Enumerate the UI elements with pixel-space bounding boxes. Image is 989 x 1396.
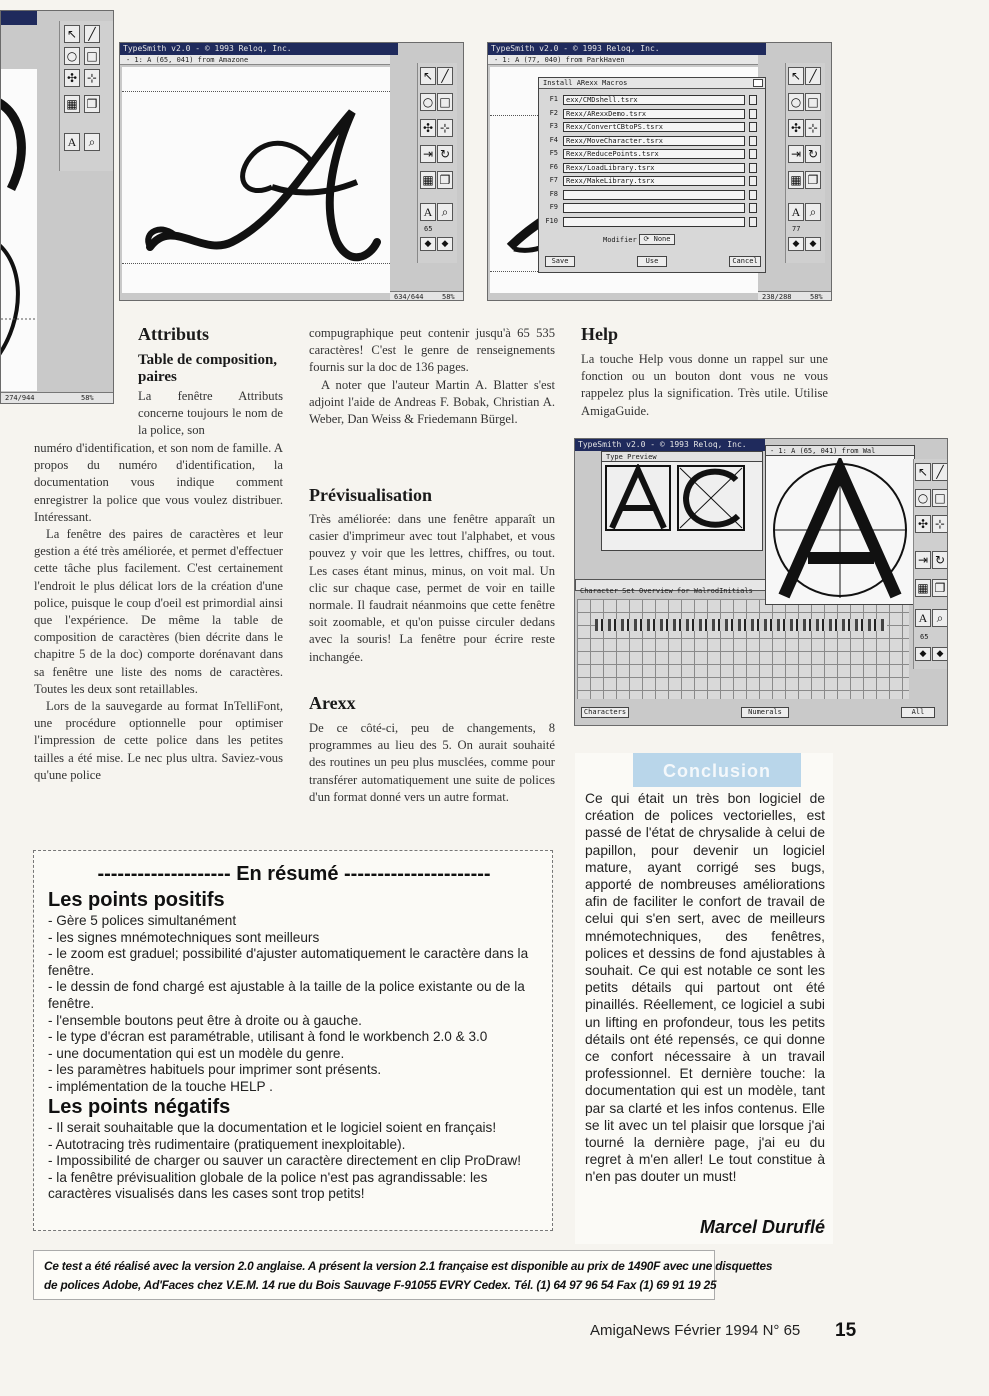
conclusion-title: Conclusion [633,753,801,787]
macro-row[interactable] [545,162,755,173]
positive-point: - les paramètres habituels pour imprimer sont présents. [48,1062,382,1078]
macro-row[interactable] [545,94,755,105]
type-preview-window [601,451,763,551]
left-status-position: 274/944 [5,394,35,402]
preview-letters-icon [604,464,764,550]
macro-row[interactable] [545,175,755,186]
left-status-zoom: 58% [81,394,94,402]
file-requester-icon[interactable] [749,136,757,146]
macro-row[interactable] [545,135,755,146]
col1-paragraph-2: La fenêtre des paires de caractères et leur gestion a été très améliorée, et permet d'effectuer cette tâche plus facilement. C'est certainement l'endroit le plus délicat lors de la création d'une police, puisque le coup d'oeil est primordial ainsi que l'expérience. De même la table de composition de caractères (bien décrite dans le chapitre 5 de la doc) comporte dorénavant dans sa fenêtre une liste des noms de caractères. Toutes les deux sont retaillables. [34,527,283,696]
zoom-tool-button[interactable]: ⌕ [805,203,821,221]
col1-body: numéro d'identification, et son nom de famille. A propos du numéro d'identification, la documentation vous indique comment enregistrer la police que vous voulez distribuer. Intéressant. La fenêtre des paires de caractères et leur gestion a été très améliorée, et permet d'effectuer cette tâche plus facilement. C'est certainement l'endroit le plus délicat lors de la création d'une police, puisque le coup d'oeil est primordial ainsi que l'expérience. De même la table de composition de caractères (bien décrite dans le chapitre 5 de la doc) comporte dorénavant dans sa fenêtre une liste des noms de caractères. Toutes les deux sont retaillables. Lors de la sauvegarde au format InTelliFont, une procédure optionnelle pour optimiser l'impression de cette police dans les petites tailles a été mise. Le nec plus ultra. Saviez-vous qu'une police [34,440,283,784]
macro-key-label: F10 [545,216,558,225]
col2-paragraph-4: De ce côté-ci, peu de changements, 8 programmes au lieu des 5. On aurait souhaité des routines un peu plus musclées, comme pour transférer automatiquement une suite de polices d'un format donné vers un autre format. [309,721,555,804]
type-preview-title: Type Preview [602,452,762,462]
rect-tool-button[interactable]: □ [805,93,821,111]
negatives-list [48,1120,546,1203]
file-requester-icon[interactable] [749,122,757,132]
arrow-tool-button[interactable]: ↖ [788,67,804,85]
grid-tool-button[interactable]: ▦ [64,95,80,113]
col2-previs-text [309,511,555,666]
positive-point: - le zoom est graduel; possibilité d'ajuster automatiquement le caractère dans la fenêtre. [48,946,529,978]
negatives-title: Les points négatifs [48,1096,231,1118]
rect-tool-button[interactable]: □ [932,489,948,507]
screenshot-arexx-macros [487,42,832,301]
footer-magazine: AmigaNews Février 1994 N° 65 [590,1322,801,1339]
col2-arexx-text [309,720,555,806]
macro-key-label: F3 [549,122,558,130]
left-toolbox [59,21,114,171]
right-status-position: 238/288 [762,293,792,301]
scale-tool-button[interactable]: ⊹ [805,119,821,137]
grid-tool-button[interactable]: ▦ [788,171,804,189]
macro-key-label: F2 [549,108,558,117]
macro-key-label: F8 [549,189,558,198]
file-requester-icon[interactable] [749,149,757,159]
positive-point: - Gère 5 polices simultanément [48,913,237,928]
conclusion-text: Ce qui était un très bon logiciel de création de polices vectorielles, est passé de l'état de chrysalide à celui de papillon, pour devenir un logiciel mature, ayant corrigé ses bugs, apporté de nombreuses améliorations afin de faciliter le confort de travail de celui qui s'en sert, avec de meilleurs mnémotechniques, des fenêtres, polices et dessins de fond ajustables à souhait. Ce qui est notable ce sont les petits détails qui partout ont été pinaillés. Réellement, ce logiciel a subi un lifting en profondeur, tous les petits détails ont été repensés, ce qui donne ce confort nécessaire à un travail professionnel. Et dernière touche: la documentation qui est un modèle, tant par sa clarté et les infos contenus. Elle se lit avec un tel plaisir que lorsque j'ai tourné la dernière page, j'ai eu du regret à m'en aller! Le tout constitue à n'en pas douter un must! [585,791,825,1185]
glyph-partial-icon [1,69,37,391]
large-a-glyph-icon [766,458,914,604]
right-toolbox [785,63,825,263]
char-code: 65 [920,633,929,641]
positive-point: - le dessin de fond chargé est ajustable à la taille de la police existante ou de la fenêtre. [48,979,525,1011]
char-code: 77 [792,225,801,233]
scale-tool-button[interactable]: ⊹ [84,69,100,87]
left-titlebar [1,11,37,25]
cancel-button[interactable]: Cancel [729,256,761,267]
negative-point: - Impossibilité de charger ou sauver un caractère directement en clip ProDraw! [48,1153,521,1169]
grid-tool-button[interactable]: ▦ [915,579,931,597]
macro-path-field[interactable] [563,190,745,200]
zoom-tool-button[interactable]: ⌕ [84,133,100,151]
positive-point: - implémentation de la touche HELP . [48,1078,273,1094]
column-2 [309,325,555,428]
dialog-title: Install ARexx Macros [543,79,628,87]
pen-tool-button[interactable]: ╱ [805,67,821,85]
middle-glyph-canvas [122,67,390,293]
copy-tool-button[interactable]: ❐ [805,171,821,189]
col3-help-text [581,351,828,420]
glyph-strip [595,619,887,631]
col2-paragraph-3: Très améliorée: dans une fenêtre apparaît un casier d'imprimeur avec tout l'alphabet, et vous pouvez y voir que les lettres, chiffres, ou tout. Les cases étant minus, minus, on voit mal. Un clic sur chaque case, permet de voir en taille normale. Il faudrait néanmoins que cette fenêtre soit zoomable, et qu'on puisse circuler dedans avec la souris! La fenêtre pour écrire reste inchangée. [309,512,555,664]
script-a-glyph-icon [122,67,390,293]
col1-para1-top: La fenêtre Attributs concerne toujours le nom de la police, son [138,389,283,438]
char-code: 65 [424,225,433,233]
macro-path-field[interactable]: Rexx/ARexxDemo.tsrx [563,109,745,119]
file-requester-icon[interactable] [749,203,757,213]
file-requester-icon[interactable] [749,109,757,119]
right-window-title: - 1: A (77, 040) from ParkHaven [488,55,758,65]
middle-status-position: 634/644 [394,293,424,301]
macro-path-field[interactable]: exx/CMDshell.tsrx [563,95,745,105]
grid-tool-button[interactable]: ▦ [420,171,436,189]
macro-key-label: F9 [549,203,558,211]
macro-key-label: F4 [549,135,558,144]
zoom-tool-button[interactable]: ⌕ [932,609,948,627]
positives-list [48,913,546,1096]
positive-point: - les signes mnémotechniques sont meilleurs [48,929,320,945]
copy-tool-button[interactable]: ❐ [437,171,453,189]
conclusion-box [575,753,833,1244]
middle-status-zoom: 58% [442,293,455,301]
circle-tool-button[interactable]: ○ [64,47,80,65]
file-requester-icon[interactable] [749,176,757,186]
heading-help: Help [581,324,619,344]
modifier-label: Modifier [603,236,637,244]
macro-key-label: F1 [549,95,558,103]
large-glyph-window [765,445,915,605]
rect-tool-button[interactable]: □ [437,93,453,111]
pen-tool-button[interactable]: ╱ [84,25,100,43]
macro-row[interactable] [545,216,755,227]
macro-row[interactable] [545,148,755,159]
negative-point: - Autotracing très rudimentaire (pratiquement inexploitable). [48,1136,406,1152]
col1-paragraph-3: Lors de la sauvegarde au format InTelliFont, une procédure optionnelle pour optimiser l'impression de cette police dans les petites tailles a été mise. Le nec plus ultra. Saviez-vous qu'une police [34,699,283,782]
prev-char-button[interactable]: ◆ [420,237,436,251]
move-tool-button[interactable]: ✣ [788,119,804,137]
characters-button[interactable]: Characters [581,707,629,718]
resume-title: -------------------- En résumé ---------------------- [97,863,491,885]
scale-tool-button[interactable]: ⊹ [932,515,948,533]
heading-attributs: Attributs [138,324,209,344]
macro-row[interactable] [545,202,755,213]
macro-row[interactable] [545,108,755,119]
flip-tool-button[interactable]: ⇥ [788,145,804,163]
author-name: Marcel Duruflé [699,1217,825,1237]
middle-statusbar [390,291,464,301]
arrow-tool-button[interactable]: ↖ [64,25,80,43]
macro-path-field[interactable] [563,217,745,227]
middle-titlebar: TypeSmith v2.0 - © 1993 Reloq, Inc. [120,43,398,55]
next-char-button[interactable]: ◆ [932,647,948,661]
negative-point: - Il serait souhaitable que la documentation et le logiciel soient en français! [48,1120,497,1135]
right-statusbar [758,291,832,301]
use-button[interactable]: Use [637,256,667,267]
macro-path-field[interactable]: Rexx/LoadLibrary.tsrx [563,163,745,173]
arrow-tool-button[interactable]: ↖ [420,67,436,85]
overview-title: Character Set Overview for WalrodInitials [580,587,753,595]
right-titlebar: TypeSmith v2.0 - © 1993 Reloq, Inc. [488,43,766,55]
copy-tool-button[interactable]: ❐ [84,95,100,113]
right-status-zoom: 58% [810,293,823,301]
rotate-tool-button[interactable]: ↻ [932,551,948,569]
next-char-button[interactable]: ◆ [437,237,453,251]
heading-previsualisation: Prévisualisation [309,485,433,505]
circle-tool-button[interactable]: ○ [788,93,804,111]
copy-tool-button[interactable]: ❐ [932,579,948,597]
macro-row[interactable] [545,121,755,132]
macro-row[interactable] [545,189,755,200]
text-tool-button[interactable]: A [420,203,436,221]
text-tool-button[interactable]: A [915,609,931,627]
middle-toolbox [417,63,457,263]
next-char-button[interactable]: ◆ [805,237,821,251]
circle-tool-button[interactable]: ○ [420,93,436,111]
pen-tool-button[interactable]: ╱ [437,67,453,85]
rotate-tool-button[interactable]: ↻ [437,145,453,163]
col2-paragraph-2: A noter que l'auteur Martin A. Blatter s'est adjoint l'aide de Andreas F. Bobak, Christian A. Weber, Dan Weiss & Friedemann Bürgel. [309,377,555,427]
character-set-grid [577,599,909,699]
macro-key-label: F6 [549,162,558,171]
zoom-tool-button[interactable]: ⌕ [437,203,453,221]
arrow-tool-button[interactable]: ↖ [915,463,931,481]
page-number: 15 [835,1320,857,1341]
text-tool-button[interactable]: A [788,203,804,221]
flip-tool-button[interactable]: ⇥ [915,551,931,569]
file-requester-icon[interactable] [749,163,757,173]
prev-char-button[interactable]: ◆ [915,647,931,661]
positive-point: - l'ensemble boutons peut être à droite ou à gauche. [48,1012,362,1028]
move-tool-button[interactable]: ✣ [420,119,436,137]
note-line-1: Ce test a été réalisé avec la version 2.0 anglaise. A présent la version 2.1 française est disponible au prix de 1490F avec une disquettes [44,1259,773,1273]
bottom-toolbox [913,459,948,669]
numerals-button[interactable]: Numerals [741,707,789,718]
availability-note [33,1250,773,1300]
modifier-cycle-button[interactable]: ⟳ None [639,234,675,245]
rect-tool-button[interactable]: □ [84,47,100,65]
macro-path-field[interactable]: Rexx/ConvertCBtoPS.tsrx [563,122,745,132]
positives-title: Les points positifs [48,889,225,911]
macro-key-label: F5 [549,149,558,157]
resume-box [33,850,553,1231]
macro-path-field[interactable]: Rexx/MakeLibrary.tsrx [563,176,745,186]
left-statusbar [1,392,114,403]
large-glyph-title: - 1: A (65, 041) from Wal [766,446,914,456]
bottom-titlebar: TypeSmith v2.0 - © 1993 Reloq, Inc. [575,439,765,451]
rotate-tool-button[interactable]: ↻ [805,145,821,163]
file-requester-icon[interactable] [749,95,757,105]
positive-point: - une documentation qui est un modèle du genre. [48,1045,345,1061]
scale-tool-button[interactable]: ⊹ [437,119,453,137]
col3-paragraph-1: La touche Help vous donne un rappel sur une fonction ou un bouton dont vous ne vous rappelez plus la signification. Très utile. Utilise AmigaGuide. [581,352,828,418]
save-button[interactable]: Save [545,256,575,267]
negative-point: - la fenêtre prévisualition globale de la police n'est pas agrandissable: les caractères visualisés dans les cases sont trop petits! [48,1169,488,1202]
subheading-table-composition: Table de composition, paires [138,352,278,385]
prev-char-button[interactable]: ◆ [788,237,804,251]
positive-point: - le type d'écran est paramétrable, utilisant à fond le workbench 2.0 & 3.0 [48,1029,488,1045]
file-requester-icon[interactable] [749,190,757,200]
arexx-macro-dialog [538,77,766,273]
all-button[interactable]: All [901,707,935,718]
middle-window-title: - 1: A (65, 041) from Amazone [120,55,390,65]
macro-path-field[interactable]: Rexx/ReducePoints.tsrx [563,149,745,159]
pen-tool-button[interactable]: ╱ [932,463,948,481]
move-tool-button[interactable]: ✣ [64,69,80,87]
screenshot-type-preview [574,438,948,726]
screenshot-left-partial [0,10,114,404]
macro-path-field[interactable] [563,203,745,213]
screenshot-typesmith-glyph [119,42,464,301]
macro-path-field[interactable]: Rexx/MoveCharacter.tsrx [563,136,745,146]
left-canvas [1,69,37,391]
macro-key-label: F7 [549,176,558,184]
circle-tool-button[interactable]: ○ [915,489,931,507]
text-tool-button[interactable]: A [64,133,80,151]
flip-tool-button[interactable]: ⇥ [420,145,436,163]
note-line-2: de polices Adobe, Ad'Faces chez V.E.M. 14 rue du Bois Sauvage F-91055 EVRY Cedex. Tél. (1) 64 97 96 54 Fax (1) 69 91 19 25 [44,1278,717,1292]
file-requester-icon[interactable] [749,217,757,227]
move-tool-button[interactable]: ✣ [915,515,931,533]
col2-paragraph-1: compugraphique peut contenir jusqu'à 65 535 caractères! C'est le genre de renseignements fournis sur la doc de 136 pages. [309,326,555,375]
modifier-value: None [653,235,671,243]
heading-arexx: Arexx [309,693,356,713]
